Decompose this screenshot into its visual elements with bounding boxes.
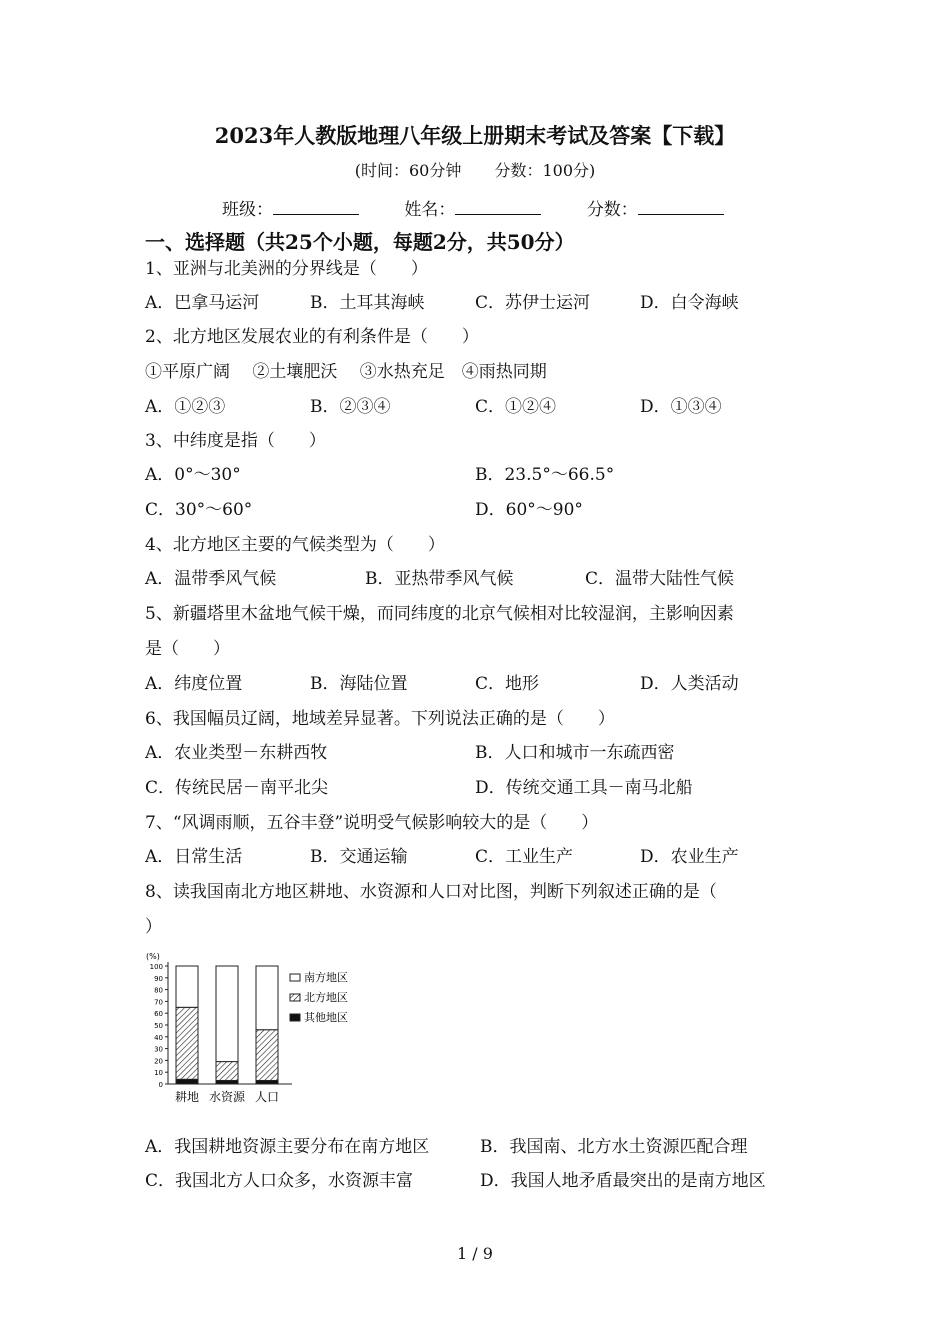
student-info bbox=[222, 195, 764, 220]
x-tick-label: 水资源 bbox=[208, 1090, 246, 1104]
legend-label: 北方地区 bbox=[304, 991, 348, 1004]
y-tick-label: 100 bbox=[149, 963, 163, 971]
option: A．巴拿马运河 bbox=[145, 293, 260, 313]
option: D．我国人地矛盾最突出的是南方地区 bbox=[480, 1171, 766, 1191]
option: A．0°～30° bbox=[145, 465, 241, 485]
option: A．纬度位置 bbox=[145, 674, 243, 694]
legend-swatch bbox=[290, 994, 300, 1001]
question-stem: 3、中纬度是指（ ） bbox=[145, 431, 326, 451]
legend-label: 南方地区 bbox=[304, 971, 348, 984]
x-tick-label: 人口 bbox=[254, 1090, 280, 1104]
y-tick-label: 70 bbox=[154, 998, 163, 1007]
option: D．传统交通工具－南马北船 bbox=[475, 778, 693, 798]
y-tick-label: 30 bbox=[154, 1045, 163, 1054]
y-tick-label: 10 bbox=[154, 1069, 163, 1078]
option: C．温带大陆性气候 bbox=[585, 569, 735, 589]
question-stem: 2、北方地区发展农业的有利条件是（ ） bbox=[145, 327, 479, 347]
legend-swatch bbox=[290, 1014, 300, 1021]
question-stem-cont: ） bbox=[145, 917, 162, 937]
name-label: 姓名： bbox=[404, 200, 456, 220]
exam-total-score: 分数：100分) bbox=[494, 161, 596, 180]
legend-swatch bbox=[290, 974, 300, 981]
option: D．农业生产 bbox=[640, 847, 739, 867]
option: A．我国耕地资源主要分布在南方地区 bbox=[145, 1137, 430, 1157]
chart-bars bbox=[176, 966, 278, 1084]
option: B．23.5°～66.5° bbox=[475, 465, 615, 485]
option: C．30°～60° bbox=[145, 500, 253, 520]
y-unit-label: (%) bbox=[146, 952, 160, 961]
option: B．海陆位置 bbox=[310, 674, 408, 694]
bar-segment bbox=[176, 1079, 198, 1084]
question-stem-cont: 是（ ） bbox=[145, 639, 230, 659]
chart-x-labels bbox=[175, 1089, 279, 1104]
y-tick-label: 80 bbox=[154, 986, 163, 995]
option: C．苏伊士运河 bbox=[475, 293, 591, 313]
y-tick-label: 0 bbox=[158, 1081, 163, 1089]
chart-legend bbox=[290, 970, 348, 1024]
option: D．人类活动 bbox=[640, 674, 739, 694]
question-stem: 8、读我国南北方地区耕地、水资源和人口对比图，判断下列叙述正确的是（ bbox=[145, 882, 717, 902]
y-tick-label: 20 bbox=[154, 1057, 163, 1066]
score-blank bbox=[638, 198, 724, 215]
legend-label: 其他地区 bbox=[304, 1011, 348, 1024]
option: D．白令海峡 bbox=[640, 293, 739, 313]
exam-time: (时间：60分钟 bbox=[354, 161, 462, 180]
option: D．①③④ bbox=[640, 397, 722, 417]
option: C．①②④ bbox=[475, 397, 557, 417]
question-stem: 7、“风调雨顺，五谷丰登”说明受气候影响较大的是（ ） bbox=[145, 813, 599, 833]
option: A．农业类型－东耕西牧 bbox=[145, 743, 328, 763]
option: C．我国北方人口众多，水资源丰富 bbox=[145, 1171, 414, 1191]
y-tick-label: 90 bbox=[154, 974, 163, 983]
name-blank bbox=[455, 198, 541, 215]
question-stem: 5、新疆塔里木盆地气候干燥，而同纬度的北京气候相对比较湿润，主影响因素 bbox=[145, 604, 734, 624]
option: C．地形 bbox=[475, 674, 540, 694]
option: A．日常生活 bbox=[145, 847, 243, 867]
option: C．传统民居－南平北尖 bbox=[145, 778, 329, 798]
question-stem: 4、北方地区主要的气候类型为（ ） bbox=[145, 535, 445, 555]
class-blank bbox=[273, 198, 359, 215]
bar-segment bbox=[256, 966, 278, 1030]
option: A．①②③ bbox=[145, 397, 226, 417]
bar-segment bbox=[176, 966, 198, 1007]
class-label: 班级： bbox=[222, 200, 273, 220]
y-tick-label: 40 bbox=[154, 1033, 163, 1042]
y-tick-label: 60 bbox=[154, 1010, 163, 1019]
x-tick-label: 耕地 bbox=[174, 1090, 200, 1104]
bar-segment bbox=[176, 1007, 198, 1079]
bar-segment bbox=[256, 1030, 278, 1081]
option: C．工业生产 bbox=[475, 847, 574, 867]
option: D．60°～90° bbox=[475, 500, 583, 520]
bar-segment bbox=[216, 1080, 238, 1084]
score-label: 分数： bbox=[586, 200, 638, 220]
bar-segment bbox=[256, 1080, 278, 1084]
y-tick-label: 50 bbox=[154, 1022, 163, 1030]
option: A．温带季风气候 bbox=[145, 569, 277, 589]
stacked-bar-chart bbox=[140, 950, 380, 1110]
exam-meta bbox=[0, 158, 950, 181]
option: B．人口和城市一东疏西密 bbox=[475, 743, 675, 763]
option: B．土耳其海峡 bbox=[310, 293, 425, 313]
option: B．亚热带季风气候 bbox=[365, 569, 514, 589]
question-stem: 6、我国幅员辽阔，地域差异显著。下列说法正确的是（ ） bbox=[145, 709, 615, 729]
question-line: ①平原广阔 ②土壤肥沃 ③水热充足 ④雨热同期 bbox=[145, 362, 547, 382]
option: B．②③④ bbox=[310, 397, 391, 417]
option: B．交通运输 bbox=[310, 847, 408, 867]
bar-segment bbox=[216, 1062, 238, 1081]
section-heading: 一、选择题（共25个小题，每题2分，共50分） bbox=[145, 230, 575, 254]
question-stem: 1、亚洲与北美洲的分界线是（ ） bbox=[145, 259, 428, 279]
page-title: 2023年人教版地理八年级上册期末考试及答案【下载】 bbox=[214, 123, 736, 148]
option: B．我国南、北方水土资源匹配合理 bbox=[480, 1137, 748, 1157]
page-number: 1 / 9 bbox=[457, 1244, 493, 1263]
bar-segment bbox=[216, 966, 238, 1062]
